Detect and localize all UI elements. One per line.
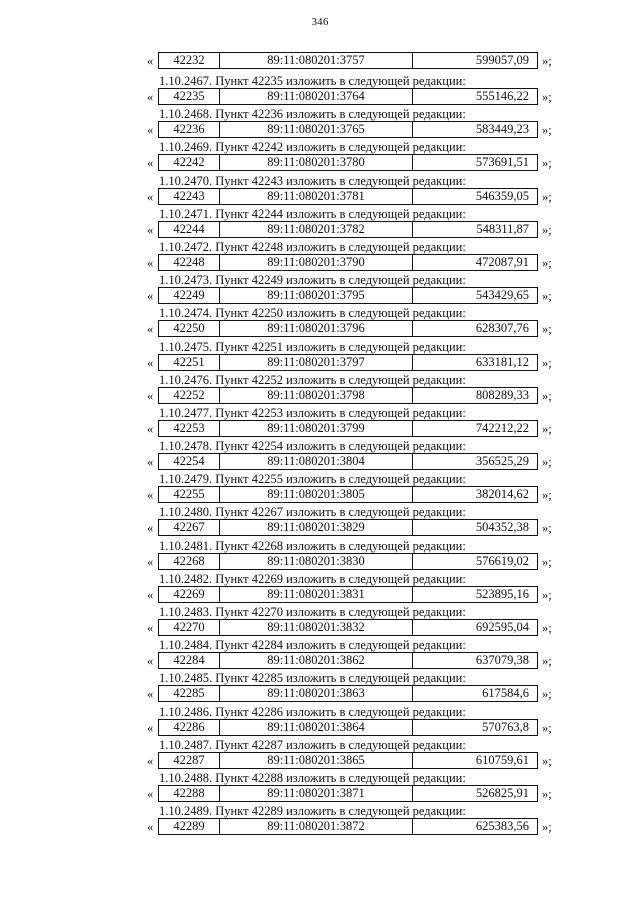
list-item	[0, 771, 640, 804]
opening-quote: «	[147, 421, 154, 436]
value-cell: 637079,38	[475, 653, 529, 668]
cadastral-number-cell: 89:11:080201:3798	[220, 388, 413, 403]
record-table	[158, 586, 538, 603]
value-cell: 808289,33	[475, 387, 529, 402]
list-item	[0, 140, 640, 173]
list-item	[0, 107, 640, 140]
paragraph-text: 1.10.2474. Пункт 42250 изложить в следующей редакции:	[159, 306, 466, 321]
cadastral-number-cell: 89:11:080201:3832	[220, 620, 413, 635]
list-item	[0, 705, 640, 738]
closing-quote: »;	[542, 255, 552, 270]
list-item	[0, 74, 640, 107]
closing-quote: »;	[542, 786, 552, 801]
closing-quote: »;	[542, 222, 552, 237]
table-row	[0, 586, 640, 605]
cadastral-number-cell: 89:11:080201:3764	[220, 89, 413, 104]
record-table	[158, 685, 538, 702]
record-table	[158, 88, 538, 105]
cadastral-number-cell: 89:11:080201:3805	[220, 487, 413, 502]
value-cell: 548311,87	[476, 221, 529, 236]
value-cell: 576619,02	[475, 553, 529, 568]
item-number-cell: 42285	[159, 686, 220, 701]
value-cell: 356525,29	[475, 454, 529, 469]
list-item	[0, 406, 640, 439]
table-row	[0, 785, 640, 804]
paragraph-text: 1.10.2486. Пункт 42286 изложить в следующей редакции:	[159, 704, 466, 719]
closing-quote: »;	[542, 355, 552, 370]
opening-quote: «	[147, 687, 154, 702]
opening-quote: «	[147, 156, 154, 171]
value-cell: 742212,22	[475, 420, 529, 435]
closing-quote: »;	[542, 123, 552, 138]
closing-quote: »;	[542, 388, 552, 403]
closing-quote: »;	[542, 687, 552, 702]
page-number: 346	[311, 16, 329, 28]
paragraph-text: 1.10.2475. Пункт 42251 изложить в следующей редакции:	[159, 339, 466, 354]
paragraph-text: 1.10.2482. Пункт 42269 изложить в следующей редакции:	[159, 571, 466, 586]
document-body	[0, 52, 640, 837]
list-item	[0, 306, 640, 339]
record-table	[158, 121, 538, 138]
value-cell: 628307,76	[475, 321, 529, 336]
value-cell: 599057,09	[475, 53, 529, 67]
table-row	[0, 519, 640, 538]
cadastral-number-cell: 89:11:080201:3829	[220, 520, 413, 535]
closing-quote: »;	[542, 654, 552, 669]
opening-quote: «	[147, 289, 154, 304]
table-row	[0, 221, 640, 240]
value-cell: 546359,05	[475, 188, 529, 203]
opening-quote: «	[147, 587, 154, 602]
opening-quote: «	[147, 488, 154, 503]
item-number-cell: 42232	[159, 53, 220, 68]
list-item	[0, 472, 640, 505]
paragraph-text: 1.10.2478. Пункт 42254 изложить в следующей редакции:	[159, 439, 466, 454]
cadastral-number-cell: 89:11:080201:3830	[220, 554, 413, 569]
record-table	[158, 619, 538, 636]
cadastral-number-cell: 89:11:080201:3871	[220, 786, 413, 801]
list-item	[0, 572, 640, 605]
item-number-cell: 42269	[159, 587, 220, 602]
list-item	[0, 738, 640, 771]
value-cell: 526825,91	[475, 785, 529, 800]
list-item	[0, 340, 640, 373]
opening-quote: «	[147, 189, 154, 204]
opening-quote: «	[147, 255, 154, 270]
list-item	[0, 539, 640, 572]
list-item	[0, 605, 640, 638]
closing-quote: »;	[542, 587, 552, 602]
paragraph-text: 1.10.2488. Пункт 42288 изложить в следующей редакции:	[159, 770, 466, 785]
closing-quote: »;	[542, 156, 552, 171]
cadastral-number-cell: 89:11:080201:3797	[220, 355, 413, 370]
record-table	[158, 486, 538, 503]
cadastral-number-cell: 89:11:080201:3782	[220, 222, 413, 237]
record-table	[158, 719, 538, 736]
opening-quote: «	[147, 90, 154, 104]
table-row	[0, 719, 640, 738]
value-cell: 472087,91	[475, 254, 529, 269]
opening-quote: «	[147, 455, 154, 470]
record-table	[158, 254, 538, 271]
item-number-cell: 42243	[159, 189, 220, 204]
opening-quote: «	[147, 123, 154, 138]
record-table	[158, 818, 538, 835]
item-number-cell: 42236	[159, 122, 220, 137]
record-table	[158, 752, 538, 769]
table-row	[0, 254, 640, 273]
opening-quote: «	[147, 720, 154, 735]
record-table	[158, 354, 538, 371]
list-item	[0, 273, 640, 306]
table-row	[0, 154, 640, 173]
paragraph-text: 1.10.2481. Пункт 42268 изложить в следующей редакции:	[159, 538, 466, 553]
cadastral-number-cell: 89:11:080201:3790	[220, 255, 413, 270]
record-table	[158, 652, 538, 669]
item-number-cell: 42244	[159, 222, 220, 237]
opening-quote: «	[147, 54, 154, 68]
cadastral-number-cell: 89:11:080201:3795	[220, 288, 413, 303]
record-table	[158, 221, 538, 238]
list-item	[0, 671, 640, 704]
closing-quote: »;	[542, 421, 552, 436]
opening-quote: «	[147, 786, 154, 801]
opening-quote: «	[147, 521, 154, 536]
entries-list	[0, 74, 640, 837]
table-row	[0, 354, 640, 373]
table-row	[0, 486, 640, 505]
closing-quote: »;	[542, 554, 552, 569]
table-row	[0, 320, 640, 339]
cadastral-number-cell: 89:11:080201:3863	[220, 686, 413, 701]
table-row	[0, 188, 640, 207]
record-table	[158, 287, 538, 304]
item-number-cell: 42268	[159, 554, 220, 569]
paragraph-text: 1.10.2468. Пункт 42236 изложить в следующей редакции:	[159, 107, 466, 122]
table-row	[0, 685, 640, 704]
record-table	[158, 154, 538, 171]
value-cell: 504352,38	[475, 520, 529, 535]
value-cell: 625383,56	[475, 819, 529, 834]
closing-quote: »;	[542, 54, 552, 68]
cadastral-number-cell: 89:11:080201:3862	[220, 653, 413, 668]
opening-quote: «	[147, 820, 154, 835]
cadastral-number-cell: 89:11:080201:3765	[220, 122, 413, 137]
list-item	[0, 174, 640, 207]
closing-quote: »;	[542, 753, 552, 768]
closing-quote: »;	[542, 521, 552, 536]
list-item	[0, 439, 640, 472]
paragraph-text: 1.10.2483. Пункт 42270 изложить в следующей редакции:	[159, 605, 466, 619]
cadastral-number-cell: 89:11:080201:3804	[220, 454, 413, 469]
opening-quote: «	[147, 654, 154, 669]
record-table	[158, 420, 538, 437]
item-number-cell: 42267	[159, 520, 220, 535]
list-item	[0, 207, 640, 240]
cadastral-number-cell: 89:11:080201:3864	[220, 720, 413, 735]
cadastral-number-cell: 89:11:080201:3757	[220, 53, 413, 68]
table-row	[0, 52, 640, 71]
closing-quote: »;	[542, 322, 552, 337]
item-number-cell: 42284	[159, 653, 220, 668]
item-number-cell: 42255	[159, 487, 220, 502]
item-number-cell: 42249	[159, 288, 220, 303]
paragraph-text: 1.10.2470. Пункт 42243 изложить в следующей редакции:	[159, 173, 466, 188]
record-table	[158, 453, 538, 470]
paragraph-text: 1.10.2487. Пункт 42287 изложить в следующей редакции:	[159, 737, 466, 752]
cadastral-number-cell: 89:11:080201:3799	[220, 421, 413, 436]
table-row	[0, 420, 640, 439]
item-number-cell: 42253	[159, 421, 220, 436]
record-table	[158, 52, 538, 69]
value-cell: 583449,23	[475, 122, 529, 137]
record-table	[158, 387, 538, 404]
table-row	[0, 121, 640, 140]
closing-quote: »;	[542, 488, 552, 503]
cadastral-number-cell: 89:11:080201:3781	[220, 189, 413, 204]
table-row	[0, 88, 640, 107]
cadastral-number-cell: 89:11:080201:3831	[220, 587, 413, 602]
record-table	[158, 519, 538, 536]
paragraph-text: 1.10.2479. Пункт 42255 изложить в следующей редакции:	[159, 472, 466, 487]
record-table	[158, 785, 538, 802]
closing-quote: »;	[542, 189, 552, 204]
table-row	[0, 553, 640, 572]
paragraph-text: 1.10.2473. Пункт 42249 изложить в следующей редакции:	[159, 273, 466, 288]
value-cell: 555146,22	[475, 89, 529, 103]
paragraph-text: 1.10.2472. Пункт 42248 изложить в следующей редакции:	[159, 239, 466, 254]
opening-quote: «	[147, 322, 154, 337]
item-number-cell: 42254	[159, 454, 220, 469]
value-cell: 692595,04	[475, 620, 529, 634]
closing-quote: »;	[542, 820, 552, 835]
table-row	[0, 652, 640, 671]
paragraph-text: 1.10.2476. Пункт 42252 изложить в следующей редакции:	[159, 372, 466, 387]
record-table	[158, 553, 538, 570]
list-item	[0, 240, 640, 273]
value-cell: 610759,61	[475, 752, 529, 767]
opening-quote: «	[147, 753, 154, 768]
closing-quote: »;	[542, 720, 552, 735]
cadastral-number-cell: 89:11:080201:3865	[220, 753, 413, 768]
cadastral-number-cell: 89:11:080201:3780	[220, 155, 413, 170]
list-item	[0, 373, 640, 406]
paragraph-text: 1.10.2469. Пункт 42242 изложить в следующей редакции:	[159, 140, 466, 155]
cadastral-number-cell: 89:11:080201:3796	[220, 321, 413, 336]
value-cell: 543429,65	[475, 288, 529, 303]
paragraph-text: 1.10.2489. Пункт 42289 изложить в следующей редакции:	[159, 804, 466, 819]
item-number-cell: 42289	[159, 819, 220, 834]
closing-quote: »;	[542, 621, 552, 635]
item-number-cell: 42235	[159, 89, 220, 104]
paragraph-text: 1.10.2477. Пункт 42253 изложить в следующей редакции:	[159, 405, 466, 420]
paragraph-text: 1.10.2467. Пункт 42235 изложить в следующей редакции:	[159, 74, 466, 88]
opening-quote: «	[147, 222, 154, 237]
item-number-cell: 42248	[159, 255, 220, 270]
table-row	[0, 287, 640, 306]
paragraph-text: 1.10.2484. Пункт 42284 изложить в следующей редакции:	[159, 638, 466, 653]
cadastral-number-cell: 89:11:080201:3872	[220, 819, 413, 834]
closing-quote: »;	[542, 289, 552, 304]
opening-quote: «	[147, 554, 154, 569]
list-item	[0, 505, 640, 538]
item-number-cell: 42252	[159, 388, 220, 403]
table-row	[0, 752, 640, 771]
closing-quote: »;	[542, 90, 552, 104]
item-number-cell: 42242	[159, 155, 220, 170]
closing-quote: »;	[542, 455, 552, 470]
table-row	[0, 453, 640, 472]
value-cell: 382014,62	[475, 487, 529, 502]
paragraph-text: 1.10.2480. Пункт 42267 изложить в следующей редакции:	[159, 505, 466, 520]
value-cell: 573691,51	[475, 155, 529, 170]
item-number-cell: 42286	[159, 720, 220, 735]
value-cell: 617584,6	[482, 686, 529, 701]
list-item	[0, 638, 640, 671]
table-row	[0, 387, 640, 406]
record-table	[158, 188, 538, 205]
opening-quote: «	[147, 355, 154, 370]
list-item	[0, 804, 640, 837]
table-row	[0, 619, 640, 638]
item-number-cell: 42288	[159, 786, 220, 801]
item-number-cell: 42251	[159, 355, 220, 370]
item-number-cell: 42287	[159, 753, 220, 768]
value-cell: 633181,12	[475, 354, 529, 369]
paragraph-text: 1.10.2471. Пункт 42244 изложить в следующей редакции:	[159, 206, 466, 221]
item-number-cell: 42270	[159, 620, 220, 635]
paragraph-text: 1.10.2485. Пункт 42285 изложить в следующей редакции:	[159, 671, 466, 686]
first-entry	[0, 52, 640, 74]
table-row	[0, 818, 640, 837]
value-cell: 570763,8	[482, 719, 529, 734]
item-number-cell: 42250	[159, 321, 220, 336]
opening-quote: «	[147, 621, 154, 635]
value-cell: 523895,16	[475, 586, 529, 601]
opening-quote: «	[147, 388, 154, 403]
record-table	[158, 320, 538, 337]
